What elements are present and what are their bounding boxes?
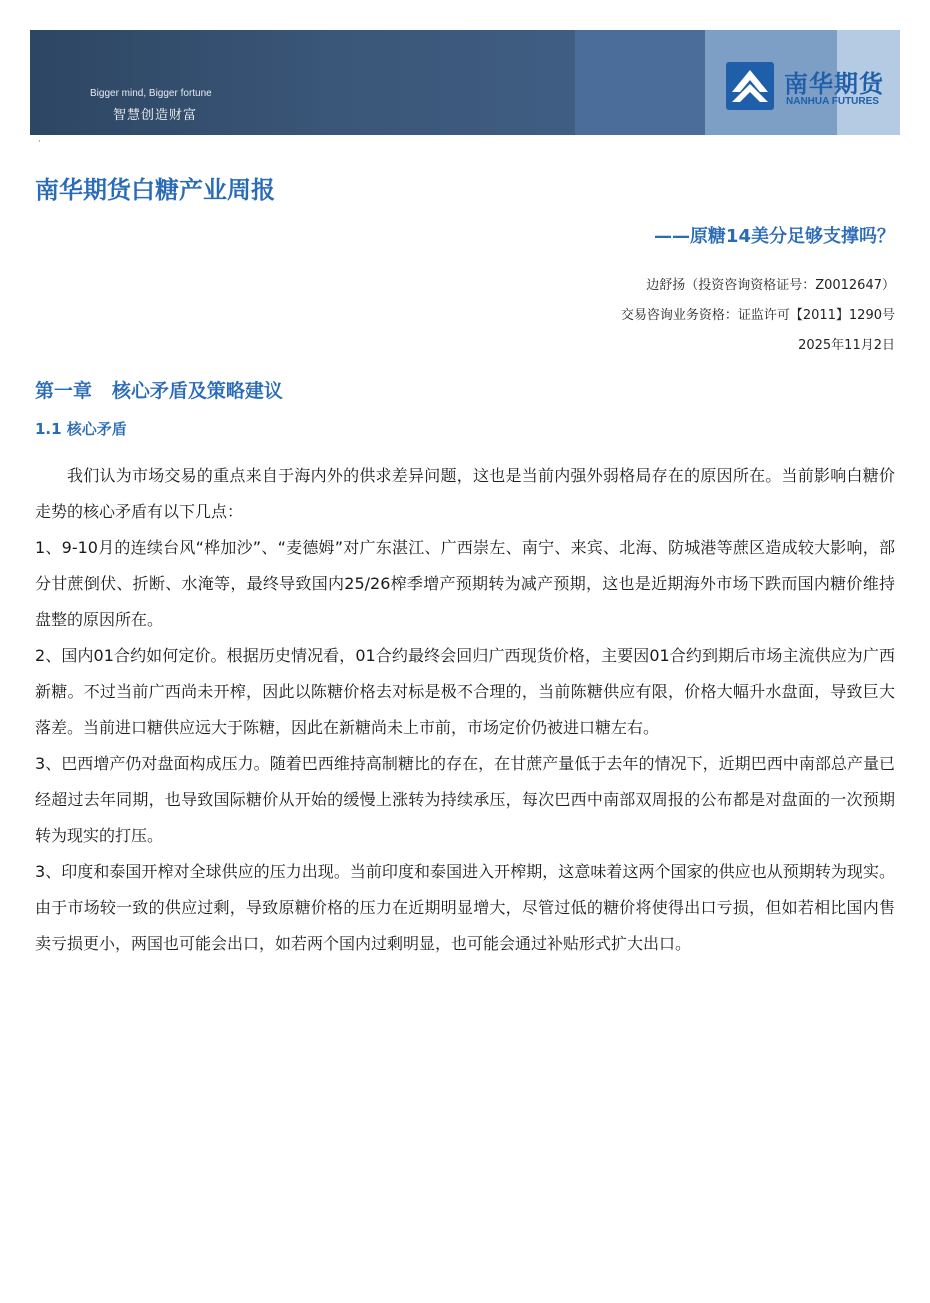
paragraph: 2、国内01合约如何定价。根据历史情况看，01合约最终会回归广西现货价格，主要因01合约到期后市场主流供应为广西新糖。不过当前广西尚未开榨，因此以陈糖价格去对标是极不合理的，当前陈糖供应有限，价格大幅升水盘面，导致巨大落差。当前进口糖供应远大于陈糖，因此在新糖尚未上市前，市场定价仍被进口糖左右。 [35,646,895,737]
license-info: 交易咨询业务资格：证监许可【2011】1290号 [620,308,895,323]
paragraph: 3、巴西增产仍对盘面构成压力。随着巴西维持高制糖比的存在，在甘蔗产量低于去年的情况下，近期巴西中南部总产量已经超过去年同期，也导致国际糖价从开始的缓慢上涨转为持续承压，每次巴西中南部双周报的公布都是对盘面的一次预期转为现实的打压。 [35,754,895,845]
brand-name-chinese: 南华期货 [784,70,884,98]
slogan-english: Bigger mind, Bigger fortune [90,88,212,99]
body-text [35,458,895,962]
slogan-chinese: 智慧创造财富 [113,108,198,123]
paragraph: 1、9-10月的连续台风“桦加沙”、“麦德姆”对广东湛江、广西崇左、南宁、来宾、北海、防城港等蔗区造成较大影响，部分甘蔗倒伏、折断、水淹等，最终导致国内25/26榨季增产预期转为减产预期，这也是近期海外市场下跌而国内糖价维持盘整的原因所在。 [35,538,895,629]
paragraph: 3、印度和泰国开榨对全球供应的压力出现。当前印度和泰国进入开榨期，这意味着这两个国家的供应也从预期转为现实。由于市场较一致的供应过剩，导致原糖价格的压力在近期明显增大，尽管过低的糖价将使得出口亏损，但如若相比国内售卖亏损更小，两国也可能会出口，如若两个国内过剩明显，也可能会通过补贴形式扩大出口。 [35,862,895,953]
dot-mark: · [38,137,41,147]
section-heading: 1.1 核心矛盾 [35,420,127,438]
banner-panel [575,30,705,135]
chapter-heading: 第一章 核心矛盾及策略建议 [35,380,283,402]
page-subtitle: ——原糖14美分足够支撑吗？ [653,226,895,247]
paragraph: 我们认为市场交易的重点来自于海内外的供求差异问题，这也是当前内强外弱格局存在的原因所在。当前影响白糖价走势的核心矛盾有以下几点： [35,466,895,521]
author-info: 边舒扬（投资咨询资格证号：Z0012647） [646,278,895,293]
report-date: 2025年11月2日 [798,338,895,353]
page-title: 南华期货白糖产业周报 [35,176,275,204]
nanhua-logo-icon [726,62,774,110]
header-banner [30,30,900,135]
brand-name-english: NANHUA FUTURES [786,96,879,107]
